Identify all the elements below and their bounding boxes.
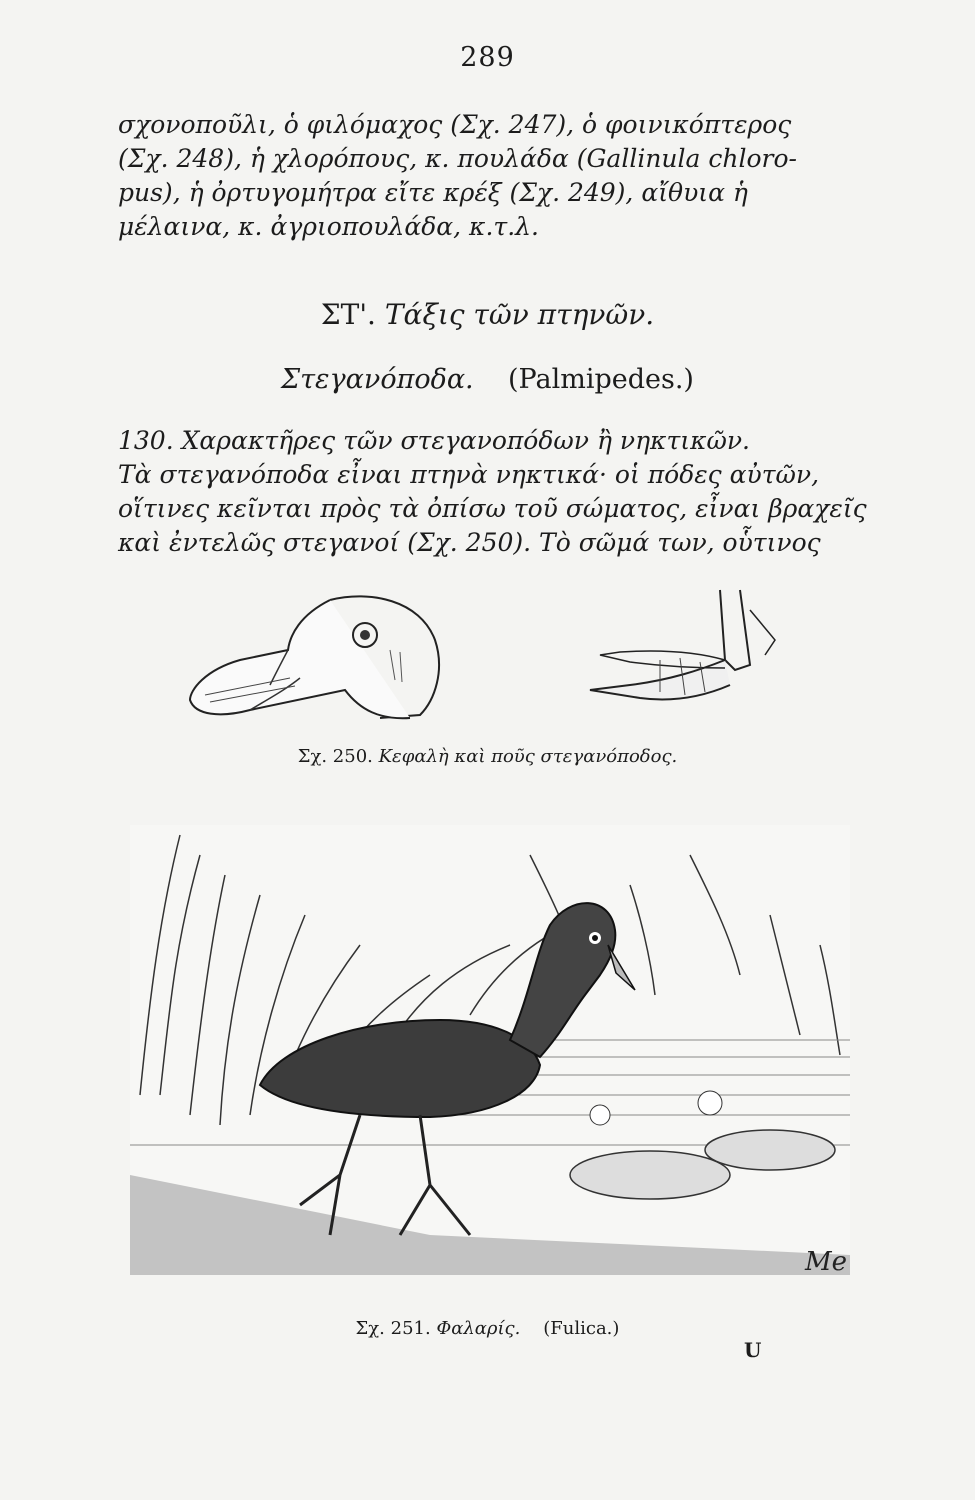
figure-250-text: Κεφαλὴ καὶ ποῦς στεγανόποδος. xyxy=(378,746,678,767)
figure-251-greek: Φαλαρίς. xyxy=(436,1318,521,1339)
subheading-greek: Στεγανόποδα. xyxy=(281,364,474,395)
article-paragraph xyxy=(118,424,867,560)
section-title: Τάξις τῶν πτηνῶν. xyxy=(384,298,655,331)
figure-251-caption xyxy=(0,1318,975,1339)
text-line: μέλαινα, κ. ἀγριοπουλάδα, κ.τ.λ. xyxy=(118,212,539,241)
section-number: ΣΤ'. xyxy=(320,298,376,331)
text-line: pus), ἡ ὀρτυγομήτρα εἴτε κρέξ (Σχ. 249), αἴθυια ἡ xyxy=(118,178,748,207)
figure-250-caption xyxy=(0,746,975,767)
figure-251-number: Σχ. 251. xyxy=(355,1318,431,1339)
figure-251-latin: (Fulica.) xyxy=(543,1318,620,1339)
subheading xyxy=(0,364,975,395)
text-line: (Σχ. 248), ἡ χλορόπους, κ. πουλάδα (Gallinula chloro- xyxy=(118,144,797,173)
subheading-latin: (Palmipedes.) xyxy=(508,364,694,395)
text-line: καὶ ἐντελῶς στεγανοί (Σχ. 250). Τὸ σῶμά των, οὗτινος xyxy=(118,528,821,557)
webbed-foot-illustration xyxy=(560,580,800,720)
page-number: 289 xyxy=(460,42,515,73)
text-line: οἵτινες κεῖνται πρὸς τὰ ὀπίσω τοῦ σώματος, εἶναι βραχεῖς xyxy=(118,494,867,523)
engraver-signature: Me xyxy=(805,1247,848,1275)
intro-paragraph xyxy=(118,108,848,244)
section-heading xyxy=(0,298,975,331)
figure-250-number: Σχ. 250. xyxy=(297,746,373,767)
text-line: σχονοποῦλι, ὁ φιλόμαχος (Σχ. 247), ὁ φοινικόπτερος xyxy=(118,110,792,139)
printer-signature-mark: U xyxy=(744,1338,762,1362)
text-line: Τὰ στεγανόποδα εἶναι πτηνὰ νηκτικά· οἱ πόδες αὐτῶν, xyxy=(118,460,820,489)
duck-head-illustration xyxy=(180,590,460,730)
coot-engraving xyxy=(130,795,850,1275)
text-line: 130. Χαρακτῆρες τῶν στεγανοπόδων ἢ νηκτικῶν. xyxy=(118,426,750,455)
